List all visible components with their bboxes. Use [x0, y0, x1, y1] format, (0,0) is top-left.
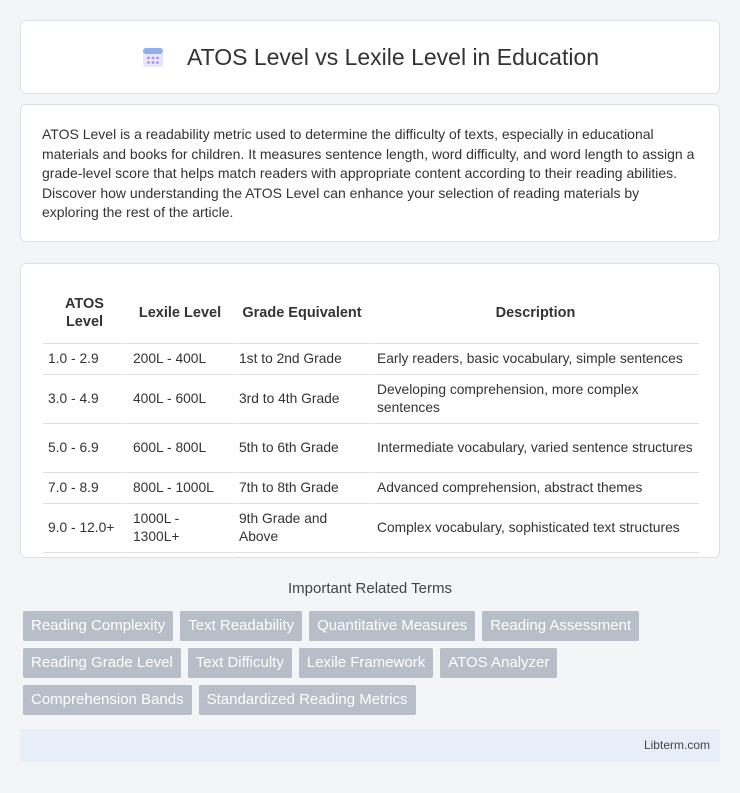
tag-quantitative-measures[interactable]: Quantitative Measures [309, 611, 475, 641]
cell-atos: 3.0 - 4.9 [43, 375, 126, 424]
cell-description: Early readers, basic vocabulary, simple sentences [370, 344, 699, 375]
tag-row [23, 685, 723, 715]
cell-grade: 9th Grade and Above [232, 504, 370, 553]
title-card [20, 20, 720, 94]
cell-atos: 1.0 - 2.9 [43, 344, 126, 375]
comparison-table [43, 282, 699, 553]
related-terms-tags [23, 611, 723, 722]
intro-text: ATOS Level is a readability metric used to determine the difficulty of texts, especially in educational materials and books for children. It measures sentence length, word difficulty, and word length to assign a grade-level score that helps match readers with appropriate content according to their reading abilities. Discover how understanding the ATOS Level can enhance your selection of reading materials by exploring the rest of the article. [42, 126, 695, 221]
cell-atos: 9.0 - 12.0+ [43, 504, 126, 553]
footer [20, 729, 720, 762]
cell-atos: 5.0 - 6.9 [43, 424, 126, 473]
header-description: Description [370, 282, 699, 344]
page-title: ATOS Level vs Lexile Level in Education [186, 43, 600, 70]
header-atos-level: ATOS Level [43, 282, 126, 344]
cell-description: Intermediate vocabulary, varied sentence structures [370, 424, 699, 473]
table-row [43, 344, 699, 375]
cell-atos: 7.0 - 8.9 [43, 473, 126, 504]
cell-lexile: 200L - 400L [126, 344, 232, 375]
cell-lexile: 800L - 1000L [126, 473, 232, 504]
cell-grade: 5th to 6th Grade [232, 424, 370, 473]
intro-card [20, 104, 720, 242]
tag-reading-assessment[interactable]: Reading Assessment [482, 611, 639, 641]
table-row [43, 375, 699, 424]
cell-lexile: 400L - 600L [126, 375, 232, 424]
table-header-row [43, 282, 699, 344]
cell-lexile: 600L - 800L [126, 424, 232, 473]
cell-grade: 1st to 2nd Grade [232, 344, 370, 375]
cell-description: Developing comprehension, more complex sentences [370, 375, 699, 424]
tag-reading-grade-level[interactable]: Reading Grade Level [23, 648, 181, 678]
tag-lexile-framework[interactable]: Lexile Framework [299, 648, 433, 678]
cell-grade: 7th to 8th Grade [232, 473, 370, 504]
related-terms-title: Important Related Terms [288, 580, 452, 597]
footer-brand[interactable]: Libterm.com [643, 738, 710, 752]
cell-description: Complex vocabulary, sophisticated text structures [370, 504, 699, 553]
cell-lexile: 1000L - 1300L+ [126, 504, 232, 553]
tag-row [23, 611, 723, 641]
tag-atos-analyzer[interactable]: ATOS Analyzer [440, 648, 557, 678]
cell-grade: 3rd to 4th Grade [232, 375, 370, 424]
tag-reading-complexity[interactable]: Reading Complexity [23, 611, 173, 641]
comparison-table-card [20, 263, 720, 558]
tag-comprehension-bands[interactable]: Comprehension Bands [23, 685, 192, 715]
table-row [43, 504, 699, 553]
tag-standardized-reading-metrics[interactable]: Standardized Reading Metrics [199, 685, 416, 715]
table-row [43, 424, 699, 473]
calendar-icon [141, 45, 165, 69]
tag-text-readability[interactable]: Text Readability [180, 611, 302, 641]
header-grade-equivalent: Grade Equivalent [232, 282, 370, 344]
tag-text-difficulty[interactable]: Text Difficulty [188, 648, 292, 678]
table-row [43, 473, 699, 504]
cell-description: Advanced comprehension, abstract themes [370, 473, 699, 504]
header-lexile-level: Lexile Level [126, 282, 232, 344]
tag-row [23, 648, 723, 678]
